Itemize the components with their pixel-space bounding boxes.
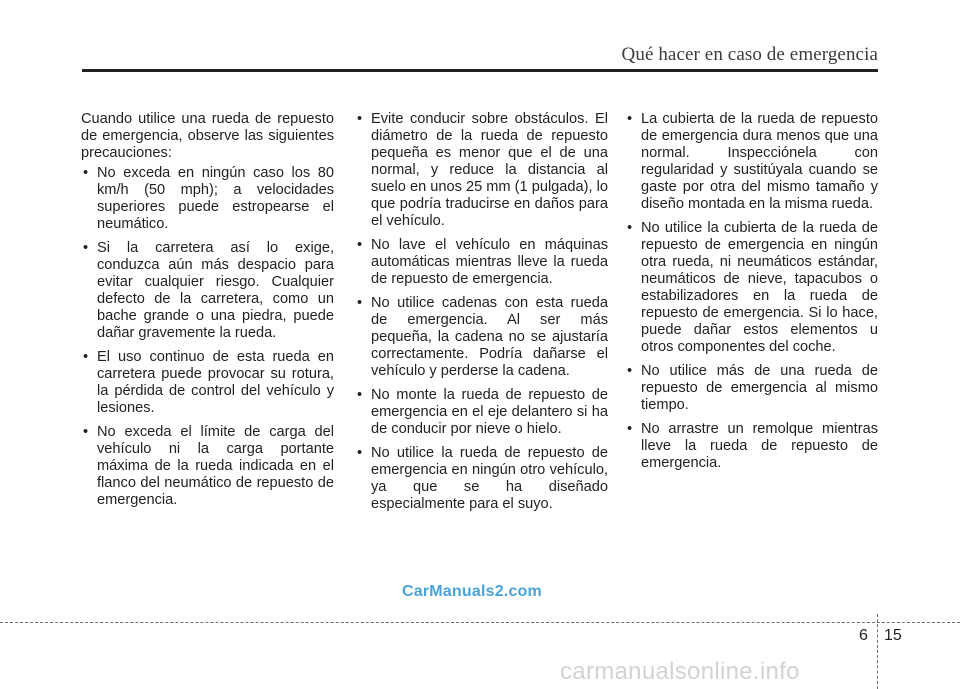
page-number-separator xyxy=(877,614,878,689)
list-item: • No monte la rueda de repuesto de emergencia en el eje delantero si ha de conducir por nieve o hielo. xyxy=(355,387,608,438)
precaution-list xyxy=(355,111,608,513)
list-item: • Si la carretera así lo exige, conduzca aún más despacio para evitar cualquier riesgo. Cualquier defecto de la carretera, como un bache grande o una piedra, puede dañar gravemente la rueda. xyxy=(81,240,334,342)
watermark-link[interactable]: CarManuals2.com xyxy=(402,583,542,600)
section-title: Qué hacer en caso de emergencia xyxy=(621,44,878,65)
list-item: • No arrastre un remolque mientras lleve la rueda de repuesto de emergencia. xyxy=(625,421,878,472)
text-column-3 xyxy=(625,111,878,479)
list-item: • Evite conducir sobre obstáculos. El diámetro de la rueda de repuesto pequeña es menor que el de una normal, y reduce la distancia al suelo en unos 25 mm (1 pulgada), lo que podría traducirse en daños para el vehículo. xyxy=(355,111,608,230)
list-item: • No utilice más de una rueda de repuesto de emergencia al mismo tiempo. xyxy=(625,363,878,414)
chapter-number: 6 xyxy=(859,627,868,644)
precaution-list xyxy=(81,165,334,509)
list-item: • No exceda el límite de carga del vehículo ni la carga portante máxima de la rueda indicada en el flanco del neumático de repuesto de emergencia. xyxy=(81,424,334,509)
list-item: • No exceda en ningún caso los 80 km/h (50 mph); a velocidades superiores puede estropearse el neumático. xyxy=(81,165,334,233)
list-item: • No utilice la cubierta de la rueda de repuesto de emergencia en ningún otra rueda, ni neumáticos estándar, neumáticos de nieve, tapacubos o estabilizadores en la rueda de repuesto de emergencia. Si lo hace, puede dañar estos elementos u otros componentes del coche. xyxy=(625,220,878,356)
list-item: • La cubierta de la rueda de repuesto de emergencia dura menos que una normal. Inspecciónela con regularidad y sustitúyala cuando se gaste por otra del mismo tamaño y diseño montada en la misma rueda. xyxy=(625,111,878,213)
list-item: • No lave el vehículo en máquinas automáticas mientras lleve la rueda de repuesto de emergencia. xyxy=(355,237,608,288)
footer-divider xyxy=(0,622,960,623)
precaution-list xyxy=(625,111,878,472)
watermark-text: carmanualsonline.info xyxy=(560,658,800,685)
text-column-2 xyxy=(355,111,608,520)
list-item: • No utilice la rueda de repuesto de emergencia en ningún otro vehículo, ya que se ha diseñado especialmente para el suyo. xyxy=(355,445,608,513)
intro-paragraph: Cuando utilice una rueda de repuesto de emergencia, observe las siguientes precauciones: xyxy=(81,111,334,161)
text-column-1 xyxy=(81,111,334,516)
list-item: • El uso continuo de esta rueda en carretera puede provocar su rotura, la pérdida de control del vehículo y lesiones. xyxy=(81,349,334,417)
header-divider xyxy=(82,69,878,72)
page-number: 15 xyxy=(884,627,902,644)
list-item: • No utilice cadenas con esta rueda de emergencia. Al ser más pequeña, la cadena no se ajustaría correctamente. Podría dañarse el vehículo y perderse la cadena. xyxy=(355,295,608,380)
